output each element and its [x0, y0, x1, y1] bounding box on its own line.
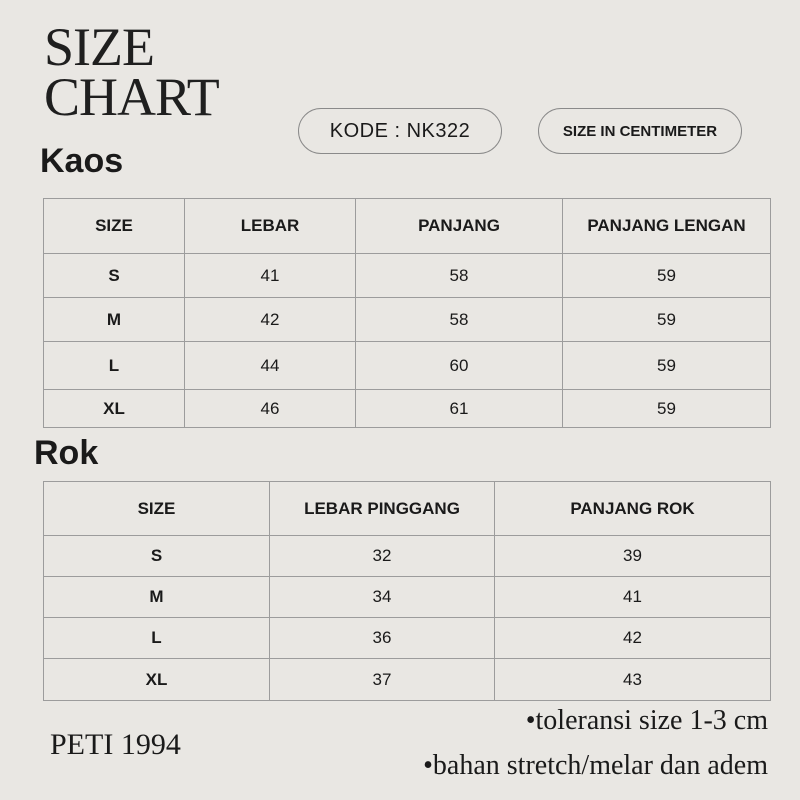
unit-badge: SIZE IN CENTIMETER	[538, 108, 742, 154]
size-cell: M	[44, 577, 270, 618]
size-cell: M	[44, 298, 185, 342]
table-cell: 59	[563, 298, 771, 342]
title-line-1: SIZE	[44, 17, 154, 77]
table-cell: 36	[270, 618, 495, 659]
table-cell: 58	[356, 254, 563, 298]
table-header-row	[44, 482, 771, 536]
table-cell: 46	[185, 390, 356, 428]
column-header: SIZE	[44, 199, 185, 254]
note-tolerance: •toleransi size 1-3 cm	[525, 705, 768, 736]
table-row	[44, 298, 771, 342]
size-cell: L	[44, 618, 270, 659]
table-row	[44, 342, 771, 390]
table-cell: 37	[270, 659, 495, 701]
table-row	[44, 577, 771, 618]
size-cell: S	[44, 254, 185, 298]
column-header: LEBAR	[185, 199, 356, 254]
table-cell: 59	[563, 342, 771, 390]
table-cell: 60	[356, 342, 563, 390]
table-cell: 41	[495, 577, 771, 618]
size-cell: L	[44, 342, 185, 390]
table-cell: 44	[185, 342, 356, 390]
table-row	[44, 254, 771, 298]
note-material: •bahan stretch/melar dan adem	[423, 750, 768, 781]
table-header-row	[44, 199, 771, 254]
table-cell: 43	[495, 659, 771, 701]
table-cell: 41	[185, 254, 356, 298]
table-row	[44, 618, 771, 659]
table-cell: 59	[563, 254, 771, 298]
table-cell: 58	[356, 298, 563, 342]
table-cell: 42	[185, 298, 356, 342]
table-cell: 34	[270, 577, 495, 618]
page-title	[44, 17, 219, 127]
brand-name: PETI 1994	[50, 728, 181, 761]
rok-section-title: Rok	[34, 434, 99, 472]
table-row	[44, 390, 771, 428]
rok-size-table	[43, 481, 771, 701]
table-row	[44, 659, 771, 701]
title-line-2: CHART	[44, 67, 219, 127]
column-header: PANJANG LENGAN	[563, 199, 771, 254]
table-cell: 61	[356, 390, 563, 428]
size-cell: S	[44, 536, 270, 577]
kaos-size-table	[43, 198, 771, 428]
table-cell: 39	[495, 536, 771, 577]
table-cell: 59	[563, 390, 771, 428]
table-cell: 42	[495, 618, 771, 659]
column-header: SIZE	[44, 482, 270, 536]
table-row	[44, 536, 771, 577]
size-cell: XL	[44, 390, 185, 428]
product-code-badge: KODE : NK322	[298, 108, 502, 154]
table-cell: 32	[270, 536, 495, 577]
column-header: PANJANG	[356, 199, 563, 254]
size-cell: XL	[44, 659, 270, 701]
kaos-section-title: Kaos	[40, 142, 124, 180]
column-header: PANJANG ROK	[495, 482, 771, 536]
column-header: LEBAR PINGGANG	[270, 482, 495, 536]
